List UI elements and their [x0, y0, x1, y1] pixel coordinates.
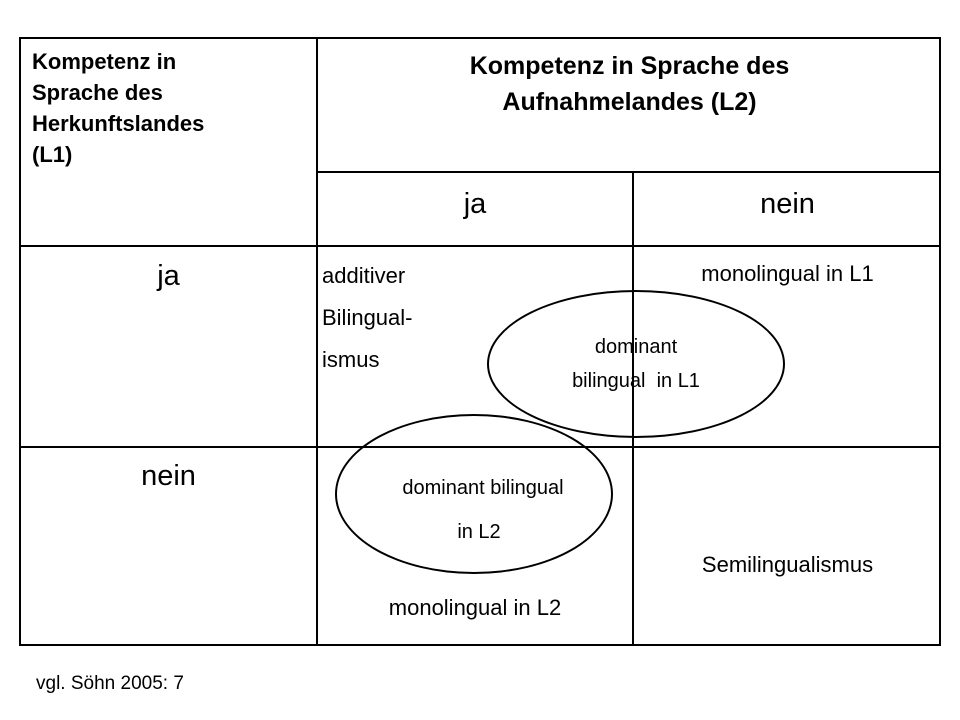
ellipse-l1-line-2: bilingual in L1 [572, 370, 700, 392]
cell-ja-ja-line-1: additiver [322, 263, 406, 288]
header-col-nein: nein [760, 188, 815, 220]
ellipse-l1-line-1: dominant [594, 336, 678, 358]
header-l1-label [32, 46, 204, 170]
header-l1-line-3: Herkunftslandes [32, 111, 205, 136]
header-col-ja: ja [463, 188, 487, 220]
header-l2-label [318, 48, 941, 120]
cell-ja-ja [322, 255, 413, 381]
divider-col-l1 [316, 37, 318, 646]
cell-nein-nein: Semilingualismus [701, 552, 874, 577]
row-label-nein: nein [141, 460, 196, 492]
citation: vgl. Söhn 2005: 7 [36, 673, 184, 694]
ellipse-l1-label [487, 330, 785, 398]
cell-ja-ja-line-2: Bilingual- [322, 305, 413, 330]
cell-ja-nein: monolingual in L1 [701, 261, 874, 286]
cell-ja-ja-line-3: ismus [322, 347, 380, 372]
row-label-ja: ja [157, 260, 180, 292]
cell-nein-ja: monolingual in L2 [388, 595, 562, 620]
ellipse-l2-line-2: in L2 [457, 521, 501, 543]
header-l2-line-1: Kompetenz in Sprache des [469, 52, 790, 80]
header-l1-line-4: (L1) [32, 142, 73, 167]
ellipse-l2-label [345, 466, 621, 554]
ellipse-l2-line-1: dominant bilingual [402, 477, 564, 499]
header-l2-line-2: Aufnahmelandes (L2) [502, 88, 757, 116]
divider-header-bottom [19, 245, 941, 247]
header-l1-line-2: Sprache des [32, 80, 163, 105]
header-l1-line-1: Kompetenz in [32, 49, 177, 74]
divider-l2-header [316, 171, 941, 173]
